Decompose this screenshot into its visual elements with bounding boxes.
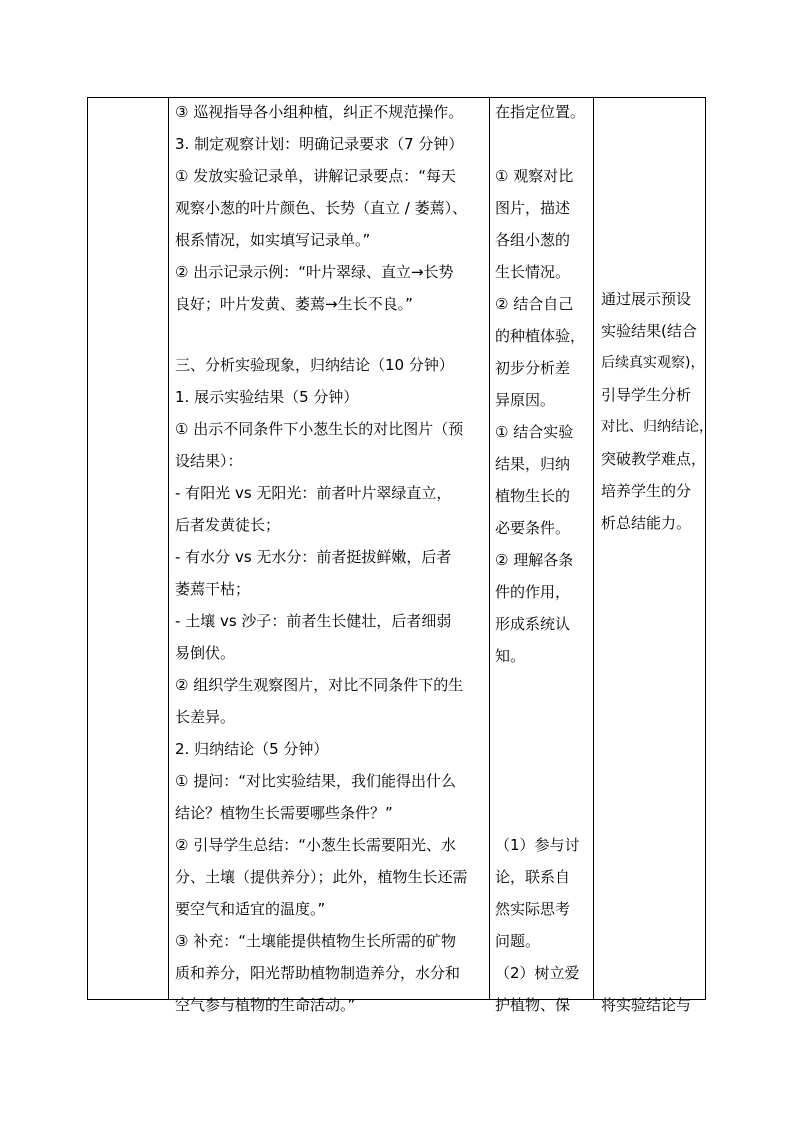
teacher-line: - 土壤 vs 沙子：前者生长健壮，后者细弱 xyxy=(175,612,452,630)
teacher-line: ③ 巡视指导各小组种植，纠正不规范操作。 xyxy=(175,103,464,121)
teacher-line: 长差异。 xyxy=(175,708,236,726)
stage-column xyxy=(88,98,168,999)
intent-line: 突破教学难点， xyxy=(601,450,707,468)
teacher-line: - 有阳光 vs 无阳光：前者叶片翠绿直立， xyxy=(175,484,452,502)
section-heading: 三、分析实验现象，归纳结论（10 分钟） xyxy=(175,356,454,374)
student-line: 的种植体验， xyxy=(495,327,586,345)
teacher-line: ① 出示不同条件下小葱生长的对比图片（预 xyxy=(175,420,464,438)
teacher-line: 根系情况，如实填写记录单。” xyxy=(175,231,371,249)
student-line: ② 理解各条 xyxy=(495,551,574,569)
teacher-activity-column xyxy=(169,98,489,1014)
teacher-line: 分、土壤（提供养分）；此外，植物生长还需 xyxy=(175,868,468,886)
teacher-line: ① 发放实验记录单，讲解记录要点：“每天 xyxy=(175,167,456,185)
teacher-line: 空气参与植物的生命活动。” xyxy=(175,996,356,1014)
intent-line: 后续真实观察)， xyxy=(601,355,705,371)
student-line: 初步分析差 xyxy=(495,359,571,377)
teacher-line: 后者发黄徒长； xyxy=(175,516,281,534)
teacher-line: 结论？植物生长需要哪些条件？” xyxy=(175,804,393,822)
teacher-line: 设结果）： xyxy=(175,452,243,470)
student-line: 知。 xyxy=(495,647,526,665)
student-activity-column xyxy=(490,98,593,1014)
student-line: ② 结合自己 xyxy=(495,295,574,313)
teacher-line: ③ 补充：“土壤能提供植物生长所需的矿物 xyxy=(175,932,456,950)
student-line: （1）参与讨 xyxy=(495,836,580,854)
student-line: （2）树立爱 xyxy=(495,964,580,982)
student-line: 生长情况。 xyxy=(495,263,571,281)
lesson-table xyxy=(87,97,713,1014)
student-line: 植物生长的 xyxy=(495,487,571,505)
teacher-line: - 有水分 vs 无水分：前者挺拔鲜嫩，后者 xyxy=(175,548,452,566)
teacher-line: 观察小葱的叶片颜色、长势（直立 / 萎蔫）、 xyxy=(175,199,468,217)
intent-line: 通过展示预设 xyxy=(601,290,692,308)
teacher-line: 萎蔫干枯； xyxy=(175,580,251,598)
intent-line: 引导学生分析 xyxy=(601,386,692,404)
student-line: ① 观察对比 xyxy=(495,167,574,185)
student-line: ① 结合实验 xyxy=(495,423,574,441)
student-line: 护植物、保 xyxy=(495,996,571,1014)
student-line: 问题。 xyxy=(495,932,541,950)
teacher-line: ② 出示记录示例：“叶片翠绿、直立→长势 xyxy=(175,263,454,281)
teacher-line: 1. 展示实验结果（5 分钟） xyxy=(175,388,359,406)
teacher-line: 2. 归纳结论（5 分钟） xyxy=(175,740,329,758)
intent-line: 培养学生的分 xyxy=(601,482,692,500)
intent-line: 实验结果(结合 xyxy=(601,322,697,340)
student-line: 件的作用， xyxy=(495,583,571,601)
teacher-line: 质和养分，阳光帮助植物制造养分，水分和 xyxy=(175,964,461,982)
student-line: 结果，归纳 xyxy=(495,455,571,473)
student-line: 图片，描述 xyxy=(495,199,571,217)
design-intent-column xyxy=(594,98,713,1014)
student-line: 形成系统认 xyxy=(495,615,571,633)
student-line: 在指定位置。 xyxy=(495,103,586,121)
teacher-line: ② 组织学生观察图片，对比不同条件下的生 xyxy=(175,676,464,694)
teacher-line: ① 提问：“对比实验结果，我们能得出什么 xyxy=(175,772,456,790)
teacher-line: 易倒伏。 xyxy=(175,644,236,662)
teacher-line: 要空气和适宜的温度。” xyxy=(175,900,326,918)
teacher-line: 3. 制定观察计划：明确记录要求（7 分钟） xyxy=(175,135,464,153)
student-line: 论，联系自 xyxy=(495,868,571,886)
student-line: 必要条件。 xyxy=(495,519,571,537)
student-line: 各组小葱的 xyxy=(495,231,571,249)
teacher-line: ② 引导学生总结：“小葱生长需要阳光、水 xyxy=(175,836,456,854)
intent-line: 析总结能力。 xyxy=(601,514,692,532)
student-line: 然实际思考 xyxy=(495,900,571,918)
intent-line: 将实验结论与 xyxy=(601,996,692,1014)
intent-line: 对比、归纳结论， xyxy=(601,419,713,435)
student-line: 异原因。 xyxy=(495,391,556,409)
teacher-line: 良好；叶片发黄、萎蔫→生长不良。” xyxy=(175,295,413,313)
